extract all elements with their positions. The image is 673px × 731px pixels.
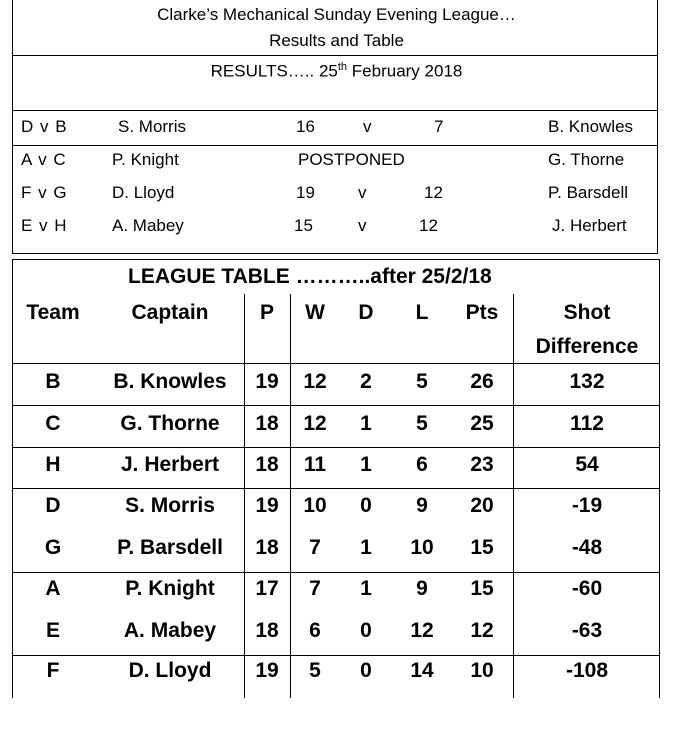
results-divider-1 <box>12 145 658 146</box>
drawn-cell: 0 <box>360 619 372 642</box>
played-cell: 19 <box>255 659 279 682</box>
lost-cell: 10 <box>410 536 434 559</box>
result-away-captain: J. Herbert <box>552 216 627 235</box>
shot-difference-cell: -19 <box>571 494 603 517</box>
drawn-cell: 0 <box>360 494 372 517</box>
played-cell: 19 <box>255 370 279 393</box>
lost-cell: 5 <box>416 370 428 393</box>
results-and-table-heading: Results and Table <box>269 31 404 50</box>
played-cell: 18 <box>255 536 279 559</box>
team-cell: H <box>45 453 61 476</box>
row-divider <box>12 488 660 489</box>
header-captain: Captain <box>131 301 209 324</box>
header-difference: Difference <box>535 335 639 358</box>
lost-cell: 6 <box>416 453 428 476</box>
result-home-captain: P. Knight <box>112 150 179 169</box>
points-cell: 26 <box>470 370 494 393</box>
table-left-border <box>12 259 13 698</box>
row-divider <box>12 447 660 448</box>
shot-difference-cell: -108 <box>565 659 609 682</box>
header-divider-1 <box>12 55 658 56</box>
result-fixture: E v H <box>21 216 67 235</box>
result-vs: v <box>358 183 367 202</box>
won-cell: 7 <box>309 536 321 559</box>
lost-cell: 9 <box>416 577 428 600</box>
shot-difference-cell: 132 <box>569 370 605 393</box>
header-shot: Shot <box>563 301 611 324</box>
lost-cell: 5 <box>416 412 428 435</box>
drawn-cell: 1 <box>360 536 372 559</box>
team-cell: B <box>45 370 61 393</box>
played-cell: 18 <box>255 453 279 476</box>
won-cell: 7 <box>309 577 321 600</box>
captain-cell: J. Herbert <box>120 453 220 476</box>
played-cell: 17 <box>255 577 279 600</box>
team-cell: A <box>45 577 61 600</box>
header-points: Pts <box>465 301 499 324</box>
points-cell: 20 <box>470 494 494 517</box>
drawn-cell: 2 <box>360 370 372 393</box>
lost-cell: 9 <box>416 494 428 517</box>
team-cell: D <box>45 494 61 517</box>
result-vs: v <box>363 117 372 136</box>
row-divider <box>12 363 660 364</box>
league-name: Clarke’s Mechanical Sunday Evening League… <box>157 5 516 24</box>
shot-difference-cell: -60 <box>571 577 603 600</box>
result-fixture: A v C <box>21 150 66 169</box>
row-divider <box>12 655 660 656</box>
row-divider <box>12 572 660 573</box>
points-cell: 10 <box>470 659 494 682</box>
result-away-captain: B. Knowles <box>548 117 634 136</box>
result-away-captain: P. Barsdell <box>548 183 629 202</box>
won-cell: 10 <box>303 494 327 517</box>
result-home-captain: D. Lloyd <box>112 183 175 202</box>
lost-cell: 12 <box>410 619 434 642</box>
results-box-bottom-border <box>12 253 658 254</box>
header-won: W <box>305 301 325 324</box>
result-away-score: 12 <box>424 183 443 202</box>
team-cell: G <box>44 536 62 559</box>
team-cell: E <box>45 619 60 642</box>
captain-cell: P. Barsdell <box>117 536 223 559</box>
captain-cell: D. Lloyd <box>128 659 212 682</box>
results-date-heading: RESULTS….. 25th February 2018 <box>210 61 463 81</box>
result-home-score: 19 <box>296 183 315 202</box>
captain-cell: B. Knowles <box>113 370 227 393</box>
played-cell: 18 <box>255 619 279 642</box>
won-cell: 12 <box>303 412 327 435</box>
result-home-score: 16 <box>296 117 315 136</box>
points-cell: 15 <box>470 536 494 559</box>
captain-cell: S. Morris <box>125 494 215 517</box>
drawn-cell: 1 <box>360 453 372 476</box>
drawn-cell: 1 <box>360 577 372 600</box>
played-cell: 19 <box>255 494 279 517</box>
result-vs: v <box>358 216 367 235</box>
header-drawn: D <box>358 301 374 324</box>
captain-cell: G. Thorne <box>120 412 220 435</box>
points-cell: 23 <box>470 453 494 476</box>
result-home-captain: S. Morris <box>118 117 186 136</box>
row-divider <box>12 405 660 406</box>
won-cell: 6 <box>309 619 321 642</box>
result-away-captain: G. Thorne <box>548 150 625 169</box>
won-cell: 5 <box>309 659 321 682</box>
table-top-border <box>12 259 660 260</box>
result-away-score: 12 <box>419 216 438 235</box>
header-played: P <box>259 301 274 324</box>
won-cell: 12 <box>303 370 327 393</box>
team-cell: F <box>46 659 60 682</box>
result-fixture: D v B <box>21 117 67 136</box>
result-home-captain: A. Mabey <box>112 216 184 235</box>
column-divider <box>290 294 291 698</box>
result-status: POSTPONED <box>298 150 405 169</box>
header-lost: L <box>415 301 429 324</box>
header-divider-2 <box>12 110 658 111</box>
lost-cell: 14 <box>410 659 434 682</box>
points-cell: 12 <box>470 619 494 642</box>
drawn-cell: 0 <box>360 659 372 682</box>
shot-difference-cell: 54 <box>575 453 599 476</box>
points-cell: 15 <box>470 577 494 600</box>
captain-cell: P. Knight <box>125 577 215 600</box>
team-cell: C <box>45 412 61 435</box>
shot-difference-cell: 112 <box>570 412 604 435</box>
won-cell: 11 <box>303 453 327 476</box>
result-home-score: 15 <box>294 216 313 235</box>
header-team: Team <box>26 301 80 324</box>
points-cell: 25 <box>470 412 494 435</box>
drawn-cell: 1 <box>360 412 372 435</box>
result-fixture: F v G <box>21 183 67 202</box>
shot-difference-cell: -48 <box>571 536 603 559</box>
played-cell: 18 <box>255 412 279 435</box>
result-away-score: 7 <box>434 117 444 136</box>
captain-cell: A. Mabey <box>123 619 217 642</box>
league-table-title: LEAGUE TABLE ………..after 25/2/18 <box>128 265 492 288</box>
shot-difference-cell: -63 <box>571 619 603 642</box>
